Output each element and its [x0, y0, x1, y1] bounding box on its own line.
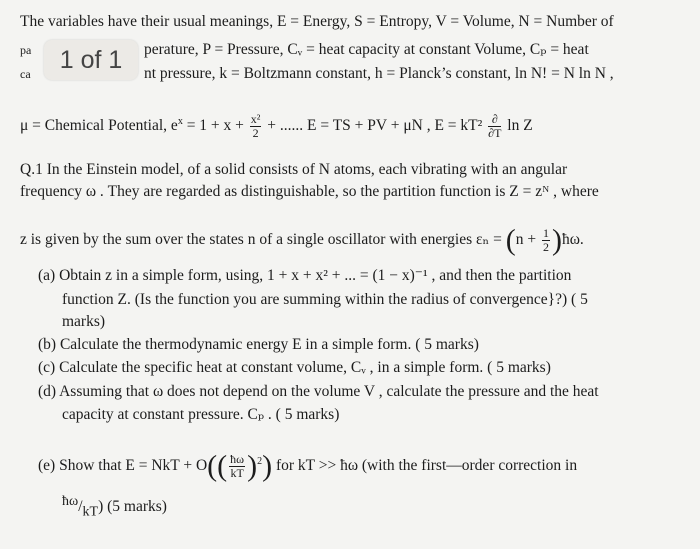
series-dots: + ...... — [267, 117, 304, 135]
ln-z: ln Z — [507, 117, 533, 135]
big-o-left-paren: ( — [207, 449, 218, 483]
part-e-line-2: $^{ħ\omega}/_{kT}$) (5 marks) — [62, 494, 167, 520]
part-d-line-2 — [62, 405, 339, 425]
inner-left-paren: ( — [217, 449, 228, 483]
page-indicator-label: 1 of 1 — [59, 45, 123, 74]
q1-line-1 — [20, 160, 567, 180]
part-a-line-1 — [38, 266, 571, 286]
q1-text-3: z is given by the sum over the states n of a single oscillator with energies εₙ = — [20, 231, 502, 249]
fraction-numerator: x² — [250, 112, 261, 127]
part-a-line-2 — [62, 290, 588, 310]
part-c-text: (c) Calculate the specific heat at constant volume, Cᵥ , in a simple form. ( 5 marks) — [38, 359, 551, 376]
part-a-line-3 — [62, 312, 105, 332]
half-fraction — [542, 227, 550, 254]
kt-denominator: kT — [230, 466, 244, 481]
q1-text-2: frequency ω . They are regarded as distinguishable, so the partition function is Z = zᴺ , where — [20, 183, 599, 200]
intro-line-2 — [144, 40, 589, 60]
part-d-text-2: capacity at constant pressure. Cₚ . ( 5 marks) — [62, 406, 340, 423]
intro-text-1: The variables have their usual meanings, E = Energy, S = Entropy, V = Volume, N = Number of — [20, 13, 614, 30]
chemical-potential-text: μ = Chemical Potential, e — [20, 117, 178, 135]
part-e-suffix-2: ) (5 marks) — [98, 498, 167, 516]
partial-numerator: ∂ — [488, 113, 501, 127]
part-c — [38, 358, 551, 378]
hw-numerator: ħω — [230, 452, 245, 467]
left-paren: ( — [505, 223, 516, 257]
page-indicator — [44, 40, 138, 80]
energy-n: n + — [515, 231, 537, 249]
hw-over-kt — [229, 453, 245, 480]
part-e-suffix: for kT >> ħω (with the first—order correction in — [275, 457, 578, 475]
intro-text-3: nt pressure, k = Boltzmann constant, h = Planck’s constant, ln N! = N ln N , — [144, 65, 614, 82]
square-superscript: 2 — [257, 456, 263, 467]
intro-fragment-left-2: pa — [20, 43, 32, 57]
energy-hbar-omega: ħω. — [561, 231, 584, 249]
intro-line-4 — [20, 112, 533, 140]
q1-line-2 — [20, 182, 599, 202]
intro-fragment-left-3: ca — [20, 67, 31, 81]
q1-line-3 — [20, 223, 584, 257]
part-d-text-1: (d) Assuming that ω does not depend on the volume V , calculate the pressure and the heat — [38, 383, 599, 400]
inner-right-paren: ) — [247, 449, 258, 483]
part-b-text: (b) Calculate the thermodynamic energy E in a simple form. ( 5 marks) — [38, 336, 479, 353]
half-denominator: 2 — [542, 240, 549, 254]
q1-text-1: Q.1 In the Einstein model, of a solid consists of N atoms, each vibrating with an angular — [20, 161, 568, 178]
part-e-line-1 — [38, 449, 578, 483]
hw-slash-den: kT — [82, 504, 99, 520]
series-text: = 1 + x + — [182, 117, 244, 135]
part-e-prefix: (e) Show that E = NkT + O — [38, 457, 208, 475]
intro-line-3-left — [20, 64, 31, 84]
x-squared-fraction — [250, 113, 262, 140]
intro-line-3 — [144, 64, 614, 84]
part-d-line-1 — [38, 382, 599, 402]
partial-denominator: ∂T — [488, 126, 502, 141]
partial-derivative — [488, 113, 501, 140]
part-a-text-3: marks) — [62, 313, 106, 330]
intro-line-2-left — [20, 40, 31, 60]
energy-relations: E = TS + PV + μN , E = kT² — [307, 117, 483, 135]
fraction-denominator: 2 — [252, 126, 259, 141]
intro-line-1 — [20, 12, 614, 32]
intro-text-2: perature, P = Pressure, Cᵥ = heat capacity at constant Volume, Cₚ = heat — [144, 41, 589, 58]
part-a-text-2: function Z. (Is the function you are summing within the radius of convergence}?) ( 5 — [62, 291, 588, 308]
hw-slash-num: ħω — [62, 494, 79, 509]
part-b — [38, 335, 479, 355]
exp-superscript: x — [177, 116, 183, 127]
right-paren: ) — [551, 223, 562, 257]
half-numerator: 1 — [542, 226, 549, 240]
big-o-right-paren: ) — [262, 449, 273, 483]
part-a-text-1: (a) Obtain z in a simple form, using, 1 + x + x² + ... = (1 − x)⁻¹ , and then the partition — [38, 267, 572, 284]
